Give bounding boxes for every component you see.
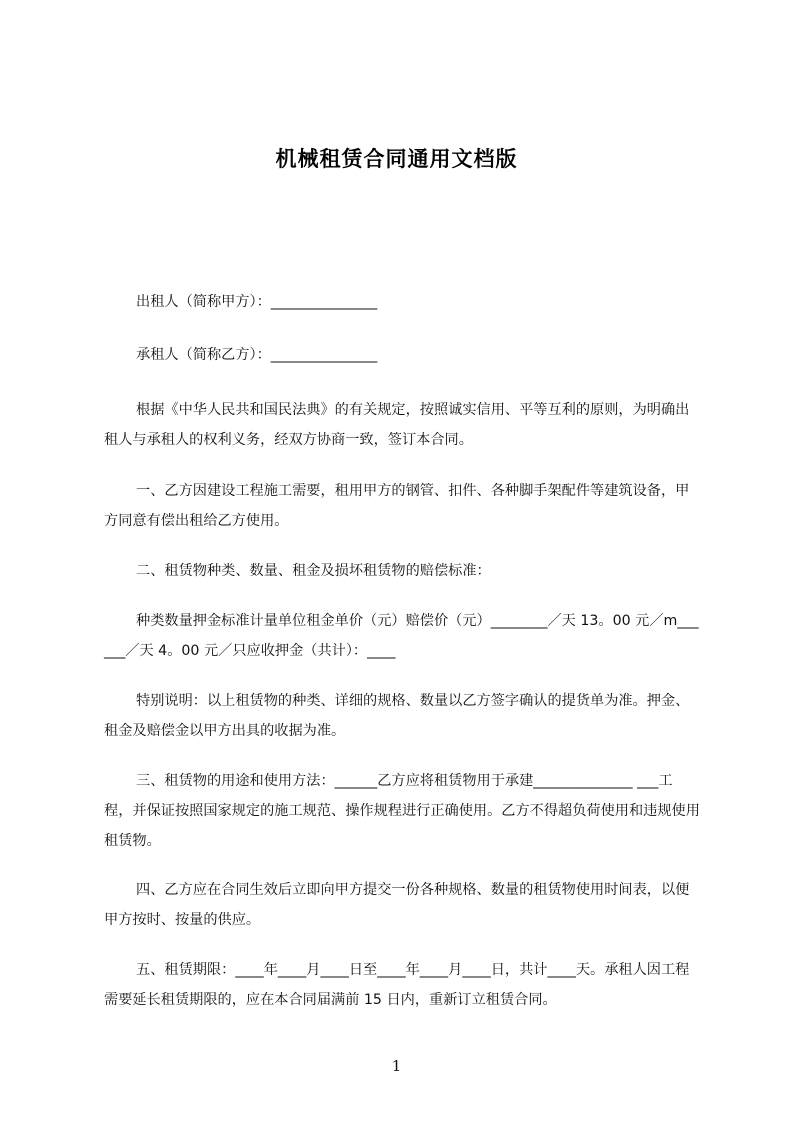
- clause-2-heading: 二、租赁物种类、数量、租金及损坏租赁物的赔偿标准：: [136, 563, 491, 579]
- preamble-paragraph: 根据《中华人民共和国民法典》的有关规定，按照诚实信用、平等互利的原则，为明确出租人与承租人的权利义务，经双方协商一致，签订本合同。: [104, 402, 690, 448]
- lessee-line: 承租人（简称乙方）：_______________: [136, 347, 378, 363]
- special-note-paragraph: 特别说明：以上租赁物的种类、详细的规格、数量以乙方签字确认的提货单为准。押金、租金及赔偿金以甲方出具的收据为准。: [104, 693, 690, 739]
- clause-3-paragraph: 三、租赁物的用途和使用方法：______乙方应将租赁物用于承建______________ ___工程，并保证按照国家规定的施工规范、操作规程进行正确使用。乙方不得超负荷使用和违规使用租赁物。: [104, 773, 700, 849]
- document-title: 机械租赁合同通用文档版: [275, 147, 518, 171]
- clause-4-paragraph: 四、乙方应在合同生效后立即向甲方提交一份各种规格、数量的租赁物使用时间表，以便甲方按时、按量的供应。: [104, 882, 690, 928]
- clause-1-paragraph: 一、乙方因建设工程施工需要，租用甲方的钢管、扣件、各种脚手架配件等建筑设备，甲方同意有偿出租给乙方使用。: [104, 483, 690, 529]
- rental-items-paragraph: 种类数量押金标准计量单位租金单价（元）赔偿价（元）________／天 13。00 元／m______／天 4。00 元／只应收押金（共计）：____: [104, 613, 699, 659]
- lessor-line: 出租人（简称甲方）：_______________: [136, 294, 378, 310]
- clause-5-paragraph: 五、租赁期限：____年____月____日至____年____月____日，共计____天。承租人因工程需要延长租赁期限的，应在本合同届满前 15 日内，重新订立租赁合同。: [104, 962, 690, 1008]
- page-number: 1: [391, 1057, 402, 1075]
